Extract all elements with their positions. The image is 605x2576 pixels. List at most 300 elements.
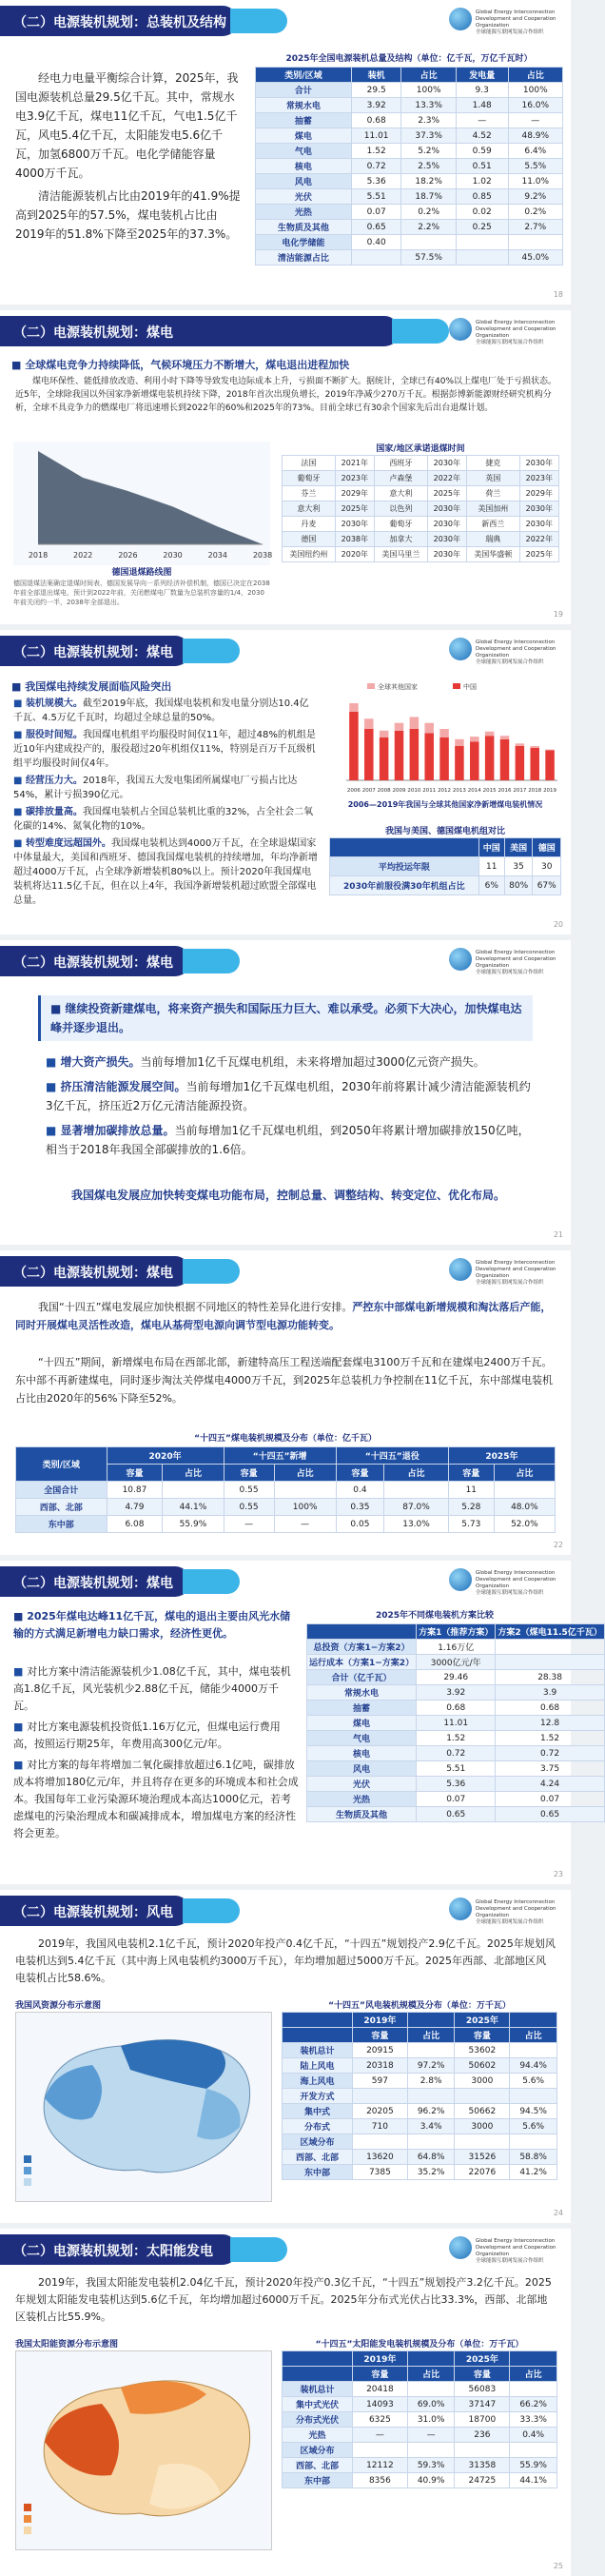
table-caption: 2025年不同煤电装机方案比较 bbox=[375, 1611, 495, 1621]
table-cell: 芬兰 bbox=[283, 486, 336, 501]
organization-logo: Global Energy Interconnection Development and Cooperation Organization 全球能源互联网发展合作组织 bbox=[449, 1566, 563, 1593]
table-cell: 48.9% bbox=[508, 128, 562, 144]
table-cell: 美国纽约州 bbox=[283, 547, 336, 562]
table-cell: 2030年 bbox=[427, 547, 466, 562]
paragraph: 清洁能源装机占比由2019年的41.9%提高到2025年的57.5%，煤电装机占比由2019年的51.8%下降至2025年的37.3%。 bbox=[15, 189, 241, 241]
table-cell: 710 bbox=[353, 2119, 408, 2134]
table-header-cell bbox=[510, 2013, 557, 2028]
bar bbox=[470, 742, 479, 781]
table-header-cell: 方案2（煤电11.5亿千瓦） bbox=[496, 1624, 604, 1640]
table-cell: — bbox=[353, 2428, 408, 2443]
table-row bbox=[330, 857, 561, 876]
table-cell: 0.72 bbox=[417, 1746, 496, 1761]
table-row bbox=[283, 2397, 557, 2412]
table-row bbox=[256, 174, 563, 189]
table-cell: 分布式光伏 bbox=[283, 2412, 353, 2428]
list-item bbox=[13, 1663, 299, 1715]
list-item-text: 当前每增加1亿千瓦煤电机组，2030年前将累计减少清洁能源装机约3亿千瓦，挤压近2万亿元清洁能源投资。 bbox=[46, 1080, 531, 1112]
table-cell: 加拿大 bbox=[374, 532, 427, 547]
table-cell: 海上风电 bbox=[283, 2074, 353, 2089]
title-bar bbox=[0, 2234, 381, 2265]
table-row bbox=[283, 2165, 557, 2180]
table-header-cell: 2025年 bbox=[455, 2013, 510, 2028]
table-row bbox=[307, 1777, 605, 1792]
table-cell: 59.3% bbox=[407, 2458, 455, 2473]
table-cell: 英国 bbox=[466, 471, 519, 486]
bullet-icon: ■ bbox=[13, 1721, 28, 1733]
table-cell: 6.4% bbox=[508, 144, 562, 159]
title-bar bbox=[0, 6, 381, 36]
table-cell: 气电 bbox=[256, 144, 352, 159]
wind-table bbox=[282, 2012, 557, 2180]
table-cell: 1.16万亿 bbox=[417, 1640, 496, 1655]
table-cell: 67% bbox=[533, 876, 561, 895]
table-row bbox=[283, 471, 559, 486]
table-cell: 美国马里兰 bbox=[374, 547, 427, 562]
bar bbox=[455, 739, 464, 746]
table-header-cell: 发电量 bbox=[456, 68, 508, 83]
organization-logo: Global Energy Interconnection Development and Cooperation Organization 全球能源互联网发展合作组织 bbox=[449, 2234, 563, 2261]
list-item bbox=[13, 728, 318, 771]
table-caption: 国家/地区承诺退煤时间 bbox=[376, 444, 465, 454]
table-cell: 0.07 bbox=[351, 205, 401, 220]
table-cell: 6.08 bbox=[107, 1516, 163, 1533]
solar-table bbox=[282, 2350, 557, 2488]
table-cell: 20418 bbox=[353, 2382, 408, 2397]
table-cell: 55.9% bbox=[163, 1516, 224, 1533]
table-cell: 50662 bbox=[455, 2104, 510, 2119]
title-bar bbox=[0, 636, 381, 666]
table-caption: 我国与美国、德国煤电机组对比 bbox=[384, 827, 505, 836]
table-cell: 35.2% bbox=[407, 2165, 455, 2180]
table-row bbox=[256, 235, 563, 250]
chart-note: 德国退煤法案确定退煤时间表、德国发展导向一系列经济补偿机制，德国已决定在2038年前全部退出煤电，预计到2022年前，关闭燃煤电厂数量为总装机容量的1/4，2030年前关闭约一半，2038年全部退出。 bbox=[13, 580, 270, 606]
page-number: 19 bbox=[553, 610, 563, 619]
x-tick-label: 2019 bbox=[543, 788, 557, 794]
list-item-heading: 经营压力大。 bbox=[25, 776, 83, 786]
table-header-row bbox=[330, 838, 561, 857]
table-cell: 2030年 bbox=[427, 532, 466, 547]
bar bbox=[410, 717, 420, 729]
table-cell: 11.0% bbox=[508, 174, 562, 189]
table-cell: 开发方式 bbox=[283, 2089, 353, 2104]
bar bbox=[364, 718, 374, 729]
globe-icon bbox=[449, 1898, 472, 1920]
table-cell: 0.35 bbox=[336, 1499, 383, 1516]
table-row bbox=[16, 1482, 556, 1499]
table-header-cell: 占比 bbox=[274, 1465, 336, 1482]
table-row bbox=[283, 532, 559, 547]
table-row bbox=[307, 1640, 605, 1655]
table-cell: 3000亿元/年 bbox=[417, 1655, 496, 1670]
bar bbox=[395, 731, 404, 780]
solar-resource-map bbox=[15, 2350, 272, 2550]
list-item-heading: 增大资产损失。 bbox=[60, 1055, 141, 1069]
table-cell bbox=[353, 2134, 408, 2150]
table-row bbox=[283, 2119, 557, 2134]
table-header-cell: 中国 bbox=[478, 838, 504, 857]
table-cell: 2022年 bbox=[427, 471, 466, 486]
table-row bbox=[256, 113, 563, 128]
table-cell: 3.75 bbox=[496, 1761, 604, 1777]
bullet-icon: ■ bbox=[46, 1080, 61, 1093]
table-cell: 平均投运年限 bbox=[330, 857, 479, 876]
bullet-icon: ■ bbox=[13, 1665, 28, 1678]
paragraph: 2019年，我国太阳能发电装机2.04亿千瓦，预计2020年投产0.3亿千瓦，“十四五”规划投产3.2亿千瓦。2025年规划太阳能发电装机达到5.6亿千瓦，年均增加超过6000万千瓦。2025年分布式光伏占比33.3%，西部、北部地区装机占比55.9%。 bbox=[15, 2276, 552, 2323]
paragraph: 我国“十四五”煤电发展应加快根据不同地区的特性差异化进行安排。严控东中部煤电新增规模和淘汰落后产能，同时开展煤电灵活性改造，煤电从基荷型电源向调节型电源功能转变。 bbox=[15, 1301, 552, 1331]
table-cell: 生物质及其他 bbox=[256, 220, 352, 235]
x-tick-label: 2010 bbox=[407, 788, 421, 794]
table-header-cell bbox=[283, 2367, 353, 2382]
table-cell: 0.25 bbox=[456, 220, 508, 235]
table-cell: 1.52 bbox=[417, 1731, 496, 1746]
table-row bbox=[283, 2458, 557, 2473]
slide-title: （二）电源装机规划：煤电 bbox=[13, 1266, 173, 1281]
slide-22 bbox=[0, 1250, 571, 1555]
table-row bbox=[307, 1761, 605, 1777]
table-row bbox=[283, 2443, 557, 2458]
table-header-cell bbox=[407, 2351, 455, 2367]
table-cell: 东中部 bbox=[283, 2165, 353, 2180]
table-cell: 区域分布 bbox=[283, 2134, 353, 2150]
table-cell: 2023年 bbox=[335, 471, 374, 486]
table-header-cell: 占比 bbox=[401, 68, 456, 83]
table-row bbox=[16, 1499, 556, 1516]
table-cell: 核电 bbox=[307, 1746, 417, 1761]
table-cell: 2030年 bbox=[519, 501, 558, 517]
table-cell: 2.3% bbox=[401, 113, 456, 128]
table-row bbox=[307, 1716, 605, 1731]
list-item-heading: 转型难度远超国外。 bbox=[25, 838, 111, 849]
table-cell: 2025年 bbox=[427, 486, 466, 501]
table-row bbox=[256, 128, 563, 144]
x-tick-label: 2014 bbox=[467, 788, 481, 794]
table-cell: 33.3% bbox=[510, 2412, 557, 2428]
lead-text: ■ 2025年煤电达峰11亿千瓦，煤电的退出主要由风光水储输的方式满足新增电力缺口需求，经济性更优。 bbox=[13, 1610, 291, 1640]
table-cell: 5.6% bbox=[510, 2119, 557, 2134]
table-cell: 装机总计 bbox=[283, 2043, 353, 2058]
slide-25 bbox=[0, 2229, 571, 2576]
x-tick-label: 2018 bbox=[28, 551, 49, 560]
table-cell: 1.48 bbox=[456, 98, 508, 113]
table-header-cell: 装机 bbox=[351, 68, 401, 83]
table-header-cell bbox=[330, 838, 479, 857]
x-tick-label: 2022 bbox=[73, 551, 93, 560]
table-cell: 30 bbox=[533, 857, 561, 876]
table-cell: 0.51 bbox=[456, 159, 508, 174]
table-cell: 1.52 bbox=[351, 144, 401, 159]
table-row bbox=[16, 1516, 556, 1533]
chart-title: 德国退煤路线图 bbox=[111, 568, 172, 578]
table-cell bbox=[401, 235, 456, 250]
list-item bbox=[46, 1077, 531, 1115]
table-cell: 0.07 bbox=[496, 1792, 604, 1807]
table-cell: 48.0% bbox=[494, 1499, 555, 1516]
table-cell: 煤电 bbox=[256, 128, 352, 144]
table-caption: 2025年全国电源装机总量及结构（单位：亿千瓦，万亿千瓦时） bbox=[285, 54, 533, 64]
table-cell: 2030年 bbox=[335, 517, 374, 532]
page-number: 24 bbox=[553, 2209, 563, 2217]
table-cell: 2023年 bbox=[519, 471, 558, 486]
x-tick-label: 2007 bbox=[361, 788, 376, 794]
table-cell: 2022年 bbox=[519, 532, 558, 547]
table-header-cell bbox=[283, 2028, 353, 2043]
table-cell: 2030年 bbox=[519, 517, 558, 532]
table-row bbox=[283, 2412, 557, 2428]
table-cell: 13620 bbox=[353, 2150, 408, 2165]
wind-resource-map bbox=[15, 2012, 272, 2202]
globe-icon bbox=[449, 318, 472, 341]
table-cell: 0.02 bbox=[456, 205, 508, 220]
table-cell: 29.5 bbox=[351, 83, 401, 98]
x-tick-label: 2018 bbox=[528, 788, 542, 794]
table-cell: 法国 bbox=[283, 456, 336, 471]
table-header-cell: 容量 bbox=[448, 1465, 494, 1482]
table-cell: 94.5% bbox=[510, 2104, 557, 2119]
table-cell: 18700 bbox=[455, 2412, 510, 2428]
table-header-cell bbox=[407, 2013, 455, 2028]
table-header-cell: 2025年 bbox=[448, 1447, 555, 1465]
table-cell: 全国合计 bbox=[16, 1482, 107, 1499]
table-cell: 29.46 bbox=[417, 1670, 496, 1685]
table-cell: 西部、北部 bbox=[16, 1499, 107, 1516]
china-map-icon bbox=[16, 2013, 271, 2201]
table-cell: — bbox=[456, 113, 508, 128]
table-cell: 丹麦 bbox=[283, 517, 336, 532]
table-header-row bbox=[307, 1624, 605, 1640]
bar bbox=[439, 737, 449, 780]
table-cell: 核电 bbox=[256, 159, 352, 174]
table-header-cell: 容量 bbox=[336, 1465, 383, 1482]
table-cell: 16.0% bbox=[508, 98, 562, 113]
table-cell: 5.5% bbox=[508, 159, 562, 174]
table-cell: 分布式 bbox=[283, 2119, 353, 2134]
table-row bbox=[283, 2150, 557, 2165]
table-row bbox=[283, 517, 559, 532]
table-cell: 44.1% bbox=[163, 1499, 224, 1516]
table-cell: 58.8% bbox=[510, 2150, 557, 2165]
globe-icon bbox=[449, 1568, 472, 1591]
bar bbox=[516, 746, 525, 780]
table-cell: 3000 bbox=[455, 2119, 510, 2134]
bullet-icon: ■ bbox=[13, 730, 26, 740]
list-item bbox=[46, 1121, 531, 1159]
list-item-text: 我国煤电装机达到4000万千瓦，在全球退煤国家中体量最大，美国和西班牙、德国我国煤电装机的持续增加，年均净新增超过4000万千瓦，占全球净新增装机80%以上。预计2020年我国煤电装机将达11.5亿千瓦，但在以上4年，我国净新增装机超过欧盟全部煤电总量。 bbox=[13, 838, 318, 906]
table-cell: 56083 bbox=[455, 2382, 510, 2397]
table-cell: 0.65 bbox=[351, 220, 401, 235]
table-cell: 9.2% bbox=[508, 189, 562, 205]
table-cell: 5.51 bbox=[417, 1761, 496, 1777]
table-cell: 0.68 bbox=[351, 113, 401, 128]
x-tick-label: 2012 bbox=[438, 788, 452, 794]
list-item-text: 当前每增加1亿千瓦煤电机组，到2050年将累计增加碳排放150亿吨，相当于2018年我国全部碳排放的1.6倍。 bbox=[46, 1124, 530, 1156]
table-header-cell: 占比 bbox=[163, 1465, 224, 1482]
table-row bbox=[256, 189, 563, 205]
table-cell: 2025年 bbox=[335, 501, 374, 517]
table-cell: 电化学储能 bbox=[256, 235, 352, 250]
table-cell: 荷兰 bbox=[466, 486, 519, 501]
table-cell: 5.36 bbox=[351, 174, 401, 189]
table-cell bbox=[510, 2382, 557, 2397]
list-item bbox=[13, 1757, 299, 1842]
table-cell: 0.55 bbox=[224, 1482, 274, 1499]
table-header-cell: 占比 bbox=[407, 2028, 455, 2043]
bullet-icon: ■ bbox=[13, 776, 26, 786]
page-number: 21 bbox=[553, 1230, 563, 1239]
table-cell: 31358 bbox=[455, 2458, 510, 2473]
table-cell: — bbox=[274, 1516, 336, 1533]
table-cell: 运行成本（方案1−方案2） bbox=[307, 1655, 417, 1670]
table-cell: 2020年 bbox=[335, 547, 374, 562]
table-cell: 3.92 bbox=[417, 1685, 496, 1701]
bar bbox=[455, 746, 464, 780]
title-bar bbox=[0, 316, 381, 346]
table-cell: 2.7% bbox=[508, 220, 562, 235]
table-cell: 52.0% bbox=[494, 1516, 555, 1533]
table-cell: — bbox=[224, 1516, 274, 1533]
table-header-cell: 德国 bbox=[533, 838, 561, 857]
table-cell bbox=[407, 2443, 455, 2458]
table-row bbox=[283, 2043, 557, 2058]
table-cell: 3000 bbox=[455, 2074, 510, 2089]
x-tick-label: 2017 bbox=[513, 788, 527, 794]
table-cell: — bbox=[508, 113, 562, 128]
conclusion-text: 我国煤电发展应加快转变煤电功能布局，控制总量、调整结构、转变定位、优化布局。 bbox=[70, 1189, 505, 1202]
table-row bbox=[283, 2382, 557, 2397]
table-header-cell bbox=[510, 2351, 557, 2367]
page-number: 18 bbox=[553, 290, 563, 299]
table-row bbox=[283, 486, 559, 501]
table-cell: 31.0% bbox=[407, 2412, 455, 2428]
table-cell bbox=[384, 1482, 449, 1499]
table-cell: 5.36 bbox=[417, 1777, 496, 1792]
globe-icon bbox=[449, 948, 472, 971]
table-cell: 0.85 bbox=[456, 189, 508, 205]
list-item bbox=[13, 805, 318, 834]
consequence-list bbox=[46, 1052, 531, 1165]
table-cell: 14093 bbox=[353, 2397, 408, 2412]
table-cell: 8356 bbox=[353, 2473, 408, 2488]
table-cell: 东中部 bbox=[283, 2473, 353, 2488]
x-tick-label: 2016 bbox=[498, 788, 512, 794]
table-cell bbox=[163, 1482, 224, 1499]
list-item-heading: 挤压清洁能源发展空间。 bbox=[60, 1080, 186, 1093]
table-cell: 0.55 bbox=[224, 1499, 274, 1516]
table-cell: 常规水电 bbox=[256, 98, 352, 113]
coal-distribution-table bbox=[15, 1446, 556, 1533]
x-tick-label: 2013 bbox=[452, 788, 466, 794]
bullet-icon: ■ bbox=[46, 1124, 61, 1137]
x-tick-label: 2030 bbox=[163, 551, 183, 560]
list-item-heading: 装机规模大。 bbox=[25, 698, 83, 709]
scenario-table bbox=[306, 1623, 605, 1822]
table-header-cell: 占比 bbox=[510, 2367, 557, 2382]
table-cell: 53602 bbox=[455, 2043, 510, 2058]
list-item-text: 截至2019年底，我国煤电装机和发电量分别达10.4亿千瓦、4.5万亿千瓦时，均超过全球总量的50%。 bbox=[13, 698, 309, 723]
slide-23 bbox=[0, 1561, 602, 1884]
table-cell: 37.3% bbox=[401, 128, 456, 144]
germany-coal-exit-chart bbox=[13, 442, 273, 565]
table-cell bbox=[508, 235, 562, 250]
table-cell bbox=[510, 2134, 557, 2150]
list-item bbox=[13, 836, 318, 908]
title-bar bbox=[0, 1896, 381, 1926]
table-row bbox=[307, 1701, 605, 1716]
table-cell: 13.3% bbox=[401, 98, 456, 113]
table-row bbox=[283, 2089, 557, 2104]
table-caption: “十四五”煤电装机规模及分布（单位：亿千瓦） bbox=[194, 1434, 377, 1444]
table-cell: 45.0% bbox=[508, 250, 562, 265]
table-cell: 0.68 bbox=[496, 1701, 604, 1716]
paragraph: “十四五”期间，新增煤电布局在西部北部，新建特高压工程送端配套煤电3100万千瓦和在建煤电2400万千瓦。东中部不再新建煤电，同时逐步淘汰关停煤电4000万千瓦，到2025年总装机力争控制在11亿千瓦，东中部煤电装机占比由2020年的56%下降至52%。 bbox=[15, 1356, 553, 1405]
table-cell bbox=[456, 250, 508, 265]
table-cell: 0.2% bbox=[508, 205, 562, 220]
table-cell: 2029年 bbox=[519, 486, 558, 501]
table-header-cell: 容量 bbox=[224, 1465, 274, 1482]
table-cell: 2030年 bbox=[427, 501, 466, 517]
x-tick-label: 2026 bbox=[118, 551, 138, 560]
table-row bbox=[307, 1731, 605, 1746]
table-cell: — bbox=[407, 2428, 455, 2443]
legend-label: 全球其他国家 bbox=[378, 683, 418, 691]
table-cell: 3.9 bbox=[496, 1685, 604, 1701]
table-cell: 2038年 bbox=[335, 532, 374, 547]
table-cell: 11 bbox=[448, 1482, 494, 1499]
slide-24 bbox=[0, 1890, 571, 2223]
table-cell: 80% bbox=[504, 876, 533, 895]
globe-icon bbox=[449, 638, 472, 660]
table-cell bbox=[510, 2089, 557, 2104]
slide-title: （二）电源装机规划：风电 bbox=[13, 1905, 173, 1920]
bullet-icon: ■ bbox=[13, 1759, 28, 1771]
bar bbox=[380, 737, 389, 780]
table-cell bbox=[496, 1655, 604, 1670]
table-cell: 28.38 bbox=[496, 1670, 604, 1685]
table-cell: 0.05 bbox=[336, 1516, 383, 1533]
list-item bbox=[13, 1719, 299, 1753]
bullet-icon: ■ bbox=[13, 698, 26, 709]
paragraph: 2019年，我国风电装机2.1亿千瓦，预计2020年投产0.4亿千瓦，“十四五”规划投产2.9亿千瓦。2025年规划风电装机达到5.4亿千瓦（其中海上风电装机约3000万千瓦），年均增加超过5000万千瓦。2025年西部、北部地区风电装机占比58.6%。 bbox=[15, 1937, 556, 1984]
table-cell: 0.07 bbox=[417, 1792, 496, 1807]
slide-title: （二）电源装机规划：煤电 bbox=[13, 1576, 173, 1591]
bullet-icon: ■ bbox=[46, 1055, 61, 1069]
table-cell: 1.02 bbox=[456, 174, 508, 189]
table-cell bbox=[455, 2089, 510, 2104]
table-cell: 9.3 bbox=[456, 83, 508, 98]
paragraph: 煤电环保性、能低排放改造、利用小时下降等导致发电边际成本上升，亏损面不断扩大。据统计，全球已有40%以上煤电厂处于亏损状态。近5年，全球除我国以外国家净新增煤电装机持续下降，2018年首次出现负增长，2019年净减少270万千瓦。根据彭博新能源财经研究机构分析，全球不具竞争力的燃煤电厂将迅速增长到2022年的60%和2025年的73%。目前全球已有30余个国家先后出台退煤计划。 bbox=[15, 377, 557, 413]
bar bbox=[516, 743, 525, 746]
table-cell: 0.59 bbox=[456, 144, 508, 159]
table-cell: 4.79 bbox=[107, 1499, 163, 1516]
table-cell: 97.2% bbox=[407, 2058, 455, 2074]
table-cell: 卢森堡 bbox=[374, 471, 427, 486]
table-cell: 1.52 bbox=[496, 1731, 604, 1746]
table-header-cell: 美国 bbox=[504, 838, 533, 857]
table-cell: 4.24 bbox=[496, 1777, 604, 1792]
table-cell: 光热 bbox=[307, 1792, 417, 1807]
table-cell: 5.51 bbox=[351, 189, 401, 205]
table-cell: 96.2% bbox=[407, 2104, 455, 2119]
table-cell: 11.01 bbox=[351, 128, 401, 144]
table-header-row bbox=[256, 68, 563, 83]
table-row bbox=[283, 2428, 557, 2443]
organization-logo: Global Energy Interconnection Development and Cooperation Organization 全球能源互联网发展合作组织 bbox=[449, 1896, 563, 1922]
table-cell: 意大利 bbox=[374, 486, 427, 501]
organization-logo: Global Energy Interconnection Development and Cooperation Organization 全球能源互联网发展合作组织 bbox=[449, 6, 563, 32]
table-header-cell: 占比 bbox=[384, 1465, 449, 1482]
table-cell: 64.8% bbox=[407, 2150, 455, 2165]
table-cell: 2.5% bbox=[401, 159, 456, 174]
